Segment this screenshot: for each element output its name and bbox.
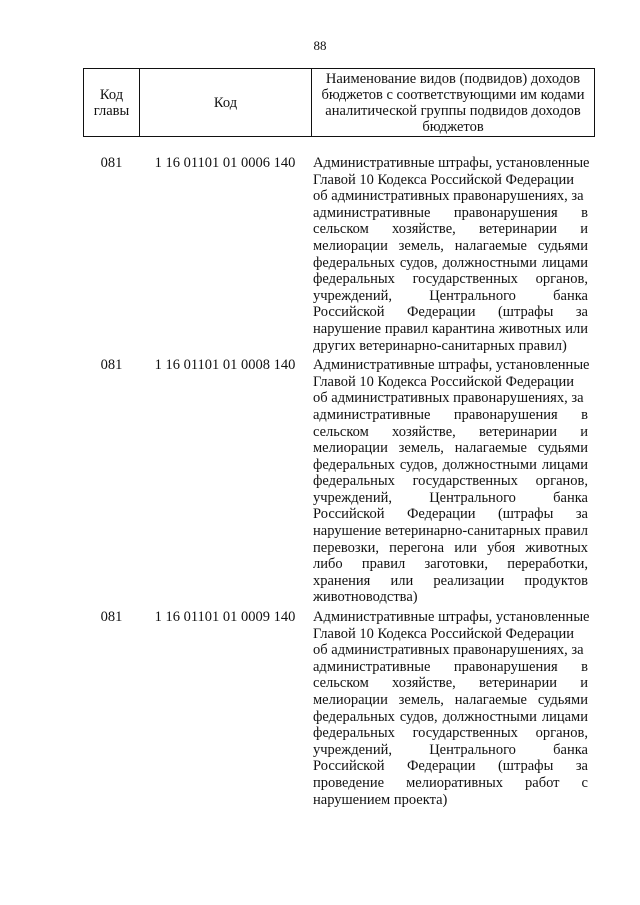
- header-name: Наименование видов (подвидов) доходов бюджетов с соответствующими им кодами аналитической группы подвидов доходов бюджетов: [312, 69, 595, 137]
- table-row: [0, 357, 640, 606]
- table-row: [0, 609, 640, 808]
- description-line: перевозки, перегона или убоя животных: [313, 539, 588, 556]
- description-line: федеральных судов, должностными лицами: [313, 708, 588, 725]
- description-line: Российской Федерации (штрафы за: [313, 304, 588, 321]
- description-line: Российской Федерации (штрафы за: [313, 758, 588, 775]
- description-line: федеральных государственных органов,: [313, 725, 588, 742]
- description-line: учреждений, Центрального банка: [313, 489, 588, 506]
- row-chapter-code: 081: [100, 609, 123, 626]
- table-body: [0, 155, 640, 808]
- description-line: об административных правонарушениях, за: [313, 642, 584, 659]
- description-line: сельском хозяйстве, ветеринарии и: [313, 221, 588, 238]
- description-line: Российской Федерации (штрафы за: [313, 506, 588, 523]
- description-line: проведение мелиоративных работ с: [313, 774, 588, 791]
- description-line: Административные штрафы, установленные: [313, 609, 590, 626]
- description-line: сельском хозяйстве, ветеринарии и: [313, 675, 588, 692]
- row-code: 1 16 01101 01 0009 140: [154, 609, 296, 626]
- description-line: животноводства): [313, 589, 418, 606]
- description-line: административные правонарушения в: [313, 658, 588, 675]
- row-code: 1 16 01101 01 0006 140: [154, 155, 296, 171]
- page-number: 88: [313, 38, 327, 53]
- description-line: учреждений, Центрального банка: [313, 287, 588, 304]
- description-line: мелиорации земель, налагаемые судьями: [313, 692, 588, 708]
- description-line: Административные штрафы, установленные: [313, 357, 590, 374]
- description-line: мелиорации земель, налагаемые судьями: [313, 237, 588, 254]
- row-chapter-code: 081: [100, 357, 123, 374]
- description-line: об административных правонарушениях, за: [313, 390, 584, 407]
- description-line: федеральных государственных органов,: [313, 271, 588, 288]
- row-description: [313, 357, 588, 606]
- description-line: либо правил заготовки, переработки,: [313, 556, 588, 573]
- row-description: [313, 609, 588, 808]
- description-line: других ветеринарно-санитарных правил): [313, 337, 567, 354]
- table-header: [83, 68, 595, 137]
- description-line: нарушением проекта): [313, 791, 448, 808]
- description-line: нарушение правил карантина животных или: [313, 320, 588, 337]
- header-chapter-code: Код главы: [84, 69, 140, 137]
- description-line: административные правонарушения в: [313, 204, 588, 221]
- description-line: Главой 10 Кодекса Российской Федерации: [313, 373, 574, 390]
- header-code: Код: [140, 69, 312, 137]
- description-line: федеральных судов, должностными лицами: [313, 254, 588, 271]
- description-line: Главой 10 Кодекса Российской Федерации: [313, 625, 574, 642]
- description-line: административные правонарушения в: [313, 406, 588, 423]
- description-line: сельском хозяйстве, ветеринарии и: [313, 423, 588, 440]
- row-code: 1 16 01101 01 0008 140: [154, 357, 296, 374]
- row-description: [313, 155, 588, 354]
- description-line: нарушение ветеринарно-санитарных правил: [313, 523, 588, 540]
- description-line: Главой 10 Кодекса Российской Федерации: [313, 171, 574, 188]
- description-line: Административные штрафы, установленные: [313, 155, 590, 171]
- description-line: учреждений, Центрального банка: [313, 741, 588, 758]
- description-line: мелиорации земель, налагаемые судьями: [313, 440, 588, 457]
- description-line: федеральных судов, должностными лицами: [313, 456, 588, 473]
- description-line: федеральных государственных органов,: [313, 473, 588, 490]
- description-line: об административных правонарушениях, за: [313, 188, 584, 205]
- row-chapter-code: 081: [100, 155, 123, 171]
- description-line: хранения или реализации продуктов: [313, 572, 588, 589]
- table-row: [0, 155, 640, 354]
